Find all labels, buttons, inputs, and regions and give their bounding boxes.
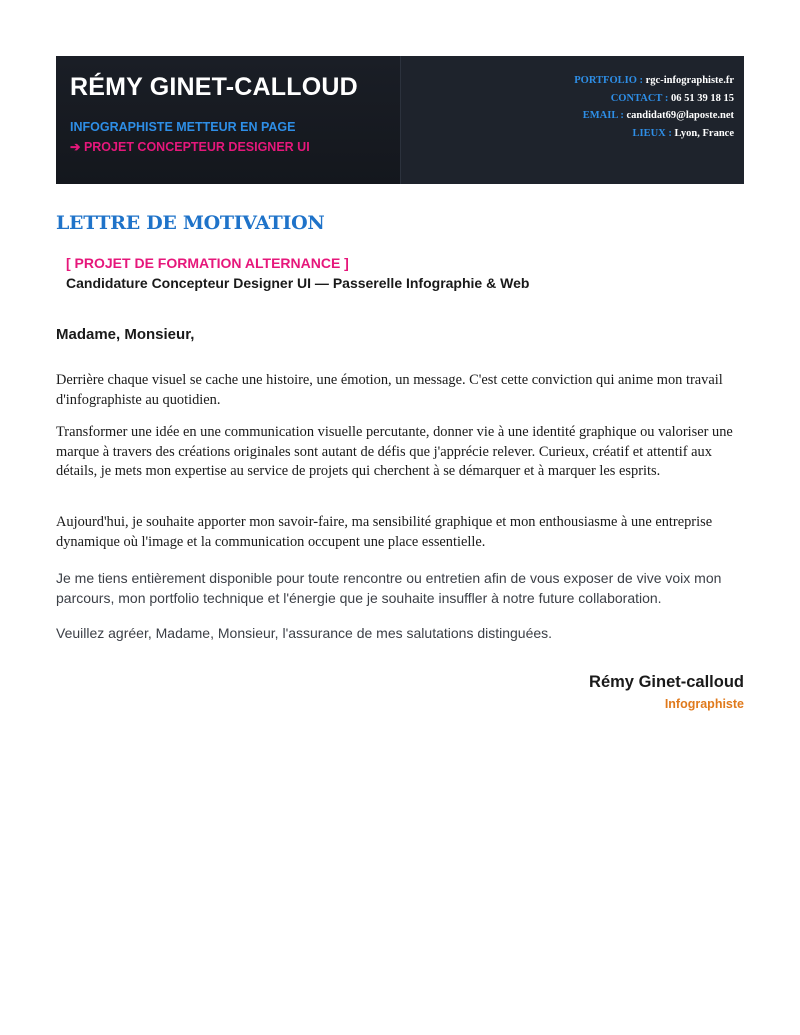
target-role: ➔ PROJET CONCEPTEUR DESIGNER UI bbox=[70, 140, 310, 154]
signature-name: Rémy Ginet-calloud bbox=[589, 673, 744, 691]
contact-email bbox=[574, 107, 734, 125]
contact-phone-value: 06 51 39 18 15 bbox=[671, 92, 734, 104]
contact-email-label: EMAIL : bbox=[582, 110, 624, 121]
closing-paragraph: Veuillez agréer, Madame, Monsieur, l'assurance de mes salutations distinguées. bbox=[56, 625, 553, 641]
candidature-subtitle: Candidature Concepteur Designer UI — Passerelle Infographie & Web bbox=[66, 275, 530, 291]
project-tag: [ PROJET DE FORMATION ALTERNANCE ] bbox=[66, 255, 349, 271]
contact-portfolio-label: PORTFOLIO : bbox=[574, 75, 644, 86]
salutation: Madame, Monsieur, bbox=[56, 326, 195, 343]
contact-phone bbox=[574, 90, 734, 108]
paragraph-1: Derrière chaque visuel se cache une histoire, une émotion, un message. C'est cette conviction qui anime mon travail d'infographiste au quotidien. bbox=[56, 372, 723, 408]
contact-phone-label: CONTACT : bbox=[610, 92, 669, 104]
contact-location bbox=[574, 125, 734, 143]
contact-location-value: Lyon, France bbox=[674, 127, 734, 139]
letter-title: LETTRE DE MOTIVATION bbox=[56, 212, 325, 234]
header-banner bbox=[56, 56, 744, 184]
contact-portfolio bbox=[574, 72, 734, 90]
current-role: INFOGRAPHISTE METTEUR EN PAGE bbox=[70, 120, 296, 134]
paragraph-4: Je me tiens entièrement disponible pour toute rencontre ou entretien afin de vous exposer de vive voix mon parcours, mon portfolio technique et l'énergie que je souhaite insuffler à notre future collaboration. bbox=[56, 570, 722, 606]
header-identity-panel bbox=[56, 56, 401, 184]
paragraph-3: Aujourd'hui, je souhaite apporter mon savoir-faire, ma sensibilité graphique et mon enthousiasme à une entreprise dynamique où l'image et la communication occupent une place essentielle. bbox=[56, 514, 713, 550]
signature-role: Infographiste bbox=[664, 697, 744, 711]
paragraph-2: Transformer une idée en une communication visuelle percutante, donner vie à une identité graphique ou valoriser une marque à travers des créations originales sont autant de défis que j'apprécie relever. Curieux, créatif et attentif aux détails, je mets mon expertise au service de projets qui cherchent à se démarquer et à marquer les esprits. bbox=[56, 424, 733, 479]
contact-location-label: LIEUX : bbox=[632, 127, 672, 139]
candidate-name: RÉMY GINET-CALLOUD bbox=[70, 73, 358, 101]
contact-portfolio-value: rgc-infographiste.fr bbox=[645, 75, 734, 86]
contact-block bbox=[574, 72, 734, 142]
contact-email-value: candidat69@laposte.net bbox=[626, 110, 734, 121]
